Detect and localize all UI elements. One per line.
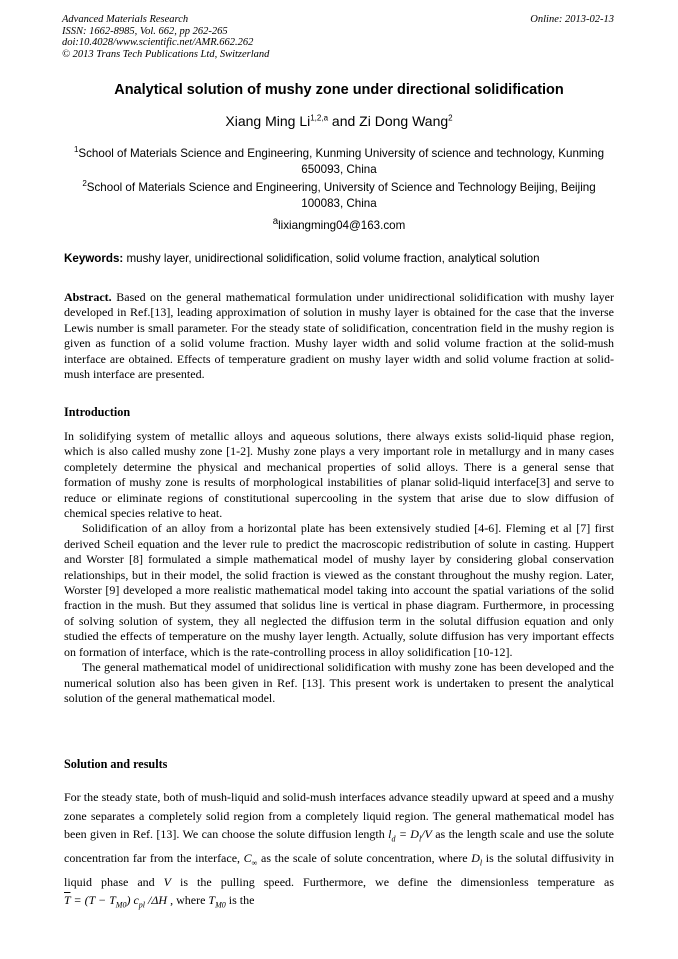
affiliation-2 [60, 180, 618, 212]
affiliation-2-sup: 2 [82, 179, 87, 189]
t-bar: $\overline{T}$ [64, 893, 71, 908]
eq-l-sub: d [391, 834, 396, 844]
eq2-mid: ) c [126, 893, 139, 908]
affiliation-1-text: School of Materials Science and Engineering, Kunming University of science and technology, Kunming 650093, China [78, 147, 605, 176]
author-2-sup: 2 [448, 113, 453, 123]
author-email [40, 216, 638, 232]
journal-issn: ISSN: 1662-8985, Vol. 662, pp 262-265 [62, 25, 228, 37]
equation-dimensionless-temperature [64, 893, 168, 910]
journal-name: Advanced Materials Research [62, 14, 189, 25]
dl-sub: l [479, 858, 483, 868]
solution-text-2: as the length scale and use the solute concentration far from the interface, [64, 827, 614, 865]
keywords-text: mushy layer, unidirectional solidification, solid volume fraction, analytical solution [123, 252, 540, 265]
email-sup: a [272, 216, 279, 227]
introduction-heading: Introduction [64, 405, 131, 419]
c-sub: ∞ [251, 858, 258, 868]
eq-d: = D [395, 827, 419, 841]
equation-diffusion-length [388, 827, 432, 844]
author-1-sup: 1,2,a [310, 113, 329, 123]
keywords-label: Keywords: [64, 252, 124, 265]
keywords [64, 252, 616, 265]
journal-copyright: © 2013 Trans Tech Publications Ltd, Switzerland [62, 48, 270, 60]
solution-text-1: For the steady state, both of mush-liquid and solid-mush interfaces advance steadily upward at speed and a mushy zone separates a completely solid region from a completely liquid region. The general mathematical model has been given in Ref. [13]. We can choose the solute diffusion length [64, 790, 614, 841]
eq-v: /V [421, 827, 432, 841]
affiliation-1-sup: 1 [73, 145, 79, 155]
author-2: Zi Dong Wang [359, 113, 449, 129]
eq2-end: /ΔH [145, 893, 168, 908]
author-1: Xiang Ming Li [225, 113, 311, 129]
dl-d: D [471, 850, 480, 865]
tm0-symbol [208, 893, 226, 910]
intro-paragraph-2: Solidification of an alloy from a horizontal plate has been extensively studied [4-6]. Fleming et al [7] first derived Scheil equation and the lever rule to predict the macroscopic redistribution of solute in casting. Huppert and Worster [8] formulated a simple mathematical model of mushy layer by considering global conservation relationships, but in their model, the solid fraction is viewed as the constant throughout the mushy region. Later, Worster [9] developed a more realistic mathematical model taking into account the spatial variations of the solid fraction in the mush. But they assumed that solidus line is vertical in phase diagram. Furthermore, in processing of solving solution of system, they all neglected the diffusion term in the solutal diffusion equation and only studied the effects of temperature on the mushy layer length. Actually, solute diffusion has very important effects on formation of interface, which is the rate-controlling process in alloy solidification [10-12]. [64, 521, 614, 659]
introduction-body [64, 429, 614, 706]
solution-text-6: , where [167, 893, 209, 908]
v-symbol: V [163, 874, 172, 889]
eq2-sub: M0 [115, 900, 127, 910]
solution-text-4: is the solutal diffusivity in liquid phase and [64, 850, 614, 889]
tm-sub: M0 [215, 900, 226, 910]
solution-text-3: as the scale of solute concentration, where [257, 850, 472, 865]
author-line [40, 113, 638, 129]
solution-text-7: is the [225, 893, 255, 908]
affiliation-2-text: School of Materials Science and Engineering, University of Science and Technology Beijing, Beijing 100083, China [86, 181, 596, 210]
solution-body [64, 788, 614, 915]
author-and: and [328, 113, 360, 129]
c-infinity-symbol [243, 850, 258, 868]
c-symbol: C [243, 850, 252, 865]
eq2-sub2: pl [138, 900, 146, 910]
abstract-label: Abstract. [64, 290, 112, 304]
intro-paragraph-3: The general mathematical model of unidirectional solidification with mushy zone has been developed and the numerical solution also has been given in Ref. [13]. This present work is undertaken to present the analytical solution of the general mathematical model. [64, 660, 614, 705]
paper-title: Analytical solution of mushy zone under directional solidification [114, 82, 564, 98]
eq-l: l [388, 827, 392, 841]
email-address[interactable]: lixiangming04@163.com [278, 218, 406, 232]
intro-paragraph-1: In solidifying system of metallic alloys and aqueous solutions, there always exists solid-liquid phase region, which is also called mushy zone [1-2]. Mushy zone plays a very important role in metallurgy and in many cases completely determine the physical and mechanical properties of solid alloys. There is a general sense that formation of mushy zone is results of morphological instabilities of planar solid-liquid interface[3] and serve to reduce or eliminate regions of constitutional supercooling in the system that arise due to slow diffusion of chemical species relative to heat. [64, 429, 614, 521]
affiliation-1 [60, 146, 618, 178]
abstract-text: Based on the general mathematical formulation under unidirectional solidification with mushy layer developed in Ref.[13], leading approximation of solution in mushy layer is obtained for the case that the inverse Lewis number is small parameter. For the steady state of solidification, concentration field in the mushy region is given as function of a solid volume fraction. Mushy layer width and solid volume fraction at the solid-mush interface are obtained. Effects of temperature gradient on mushy layer width and solid volume fraction at solid-mush interface are presented. [64, 290, 614, 382]
online-date: Online: 2013-02-13 [530, 14, 614, 25]
abstract [64, 290, 614, 382]
eq2-left: = (T − T [70, 893, 116, 908]
eq-d-sub: l [418, 834, 422, 844]
journal-doi[interactable]: doi:10.4028/www.scientific.net/AMR.662.262 [62, 37, 254, 48]
solution-heading: Solution and results [64, 757, 168, 771]
solution-text-5: is the pulling speed. Furthermore, we define the dimensionless temperature as [171, 874, 614, 889]
journal-header [62, 14, 269, 60]
dl-symbol [471, 850, 483, 868]
tm-t: T [208, 893, 216, 908]
